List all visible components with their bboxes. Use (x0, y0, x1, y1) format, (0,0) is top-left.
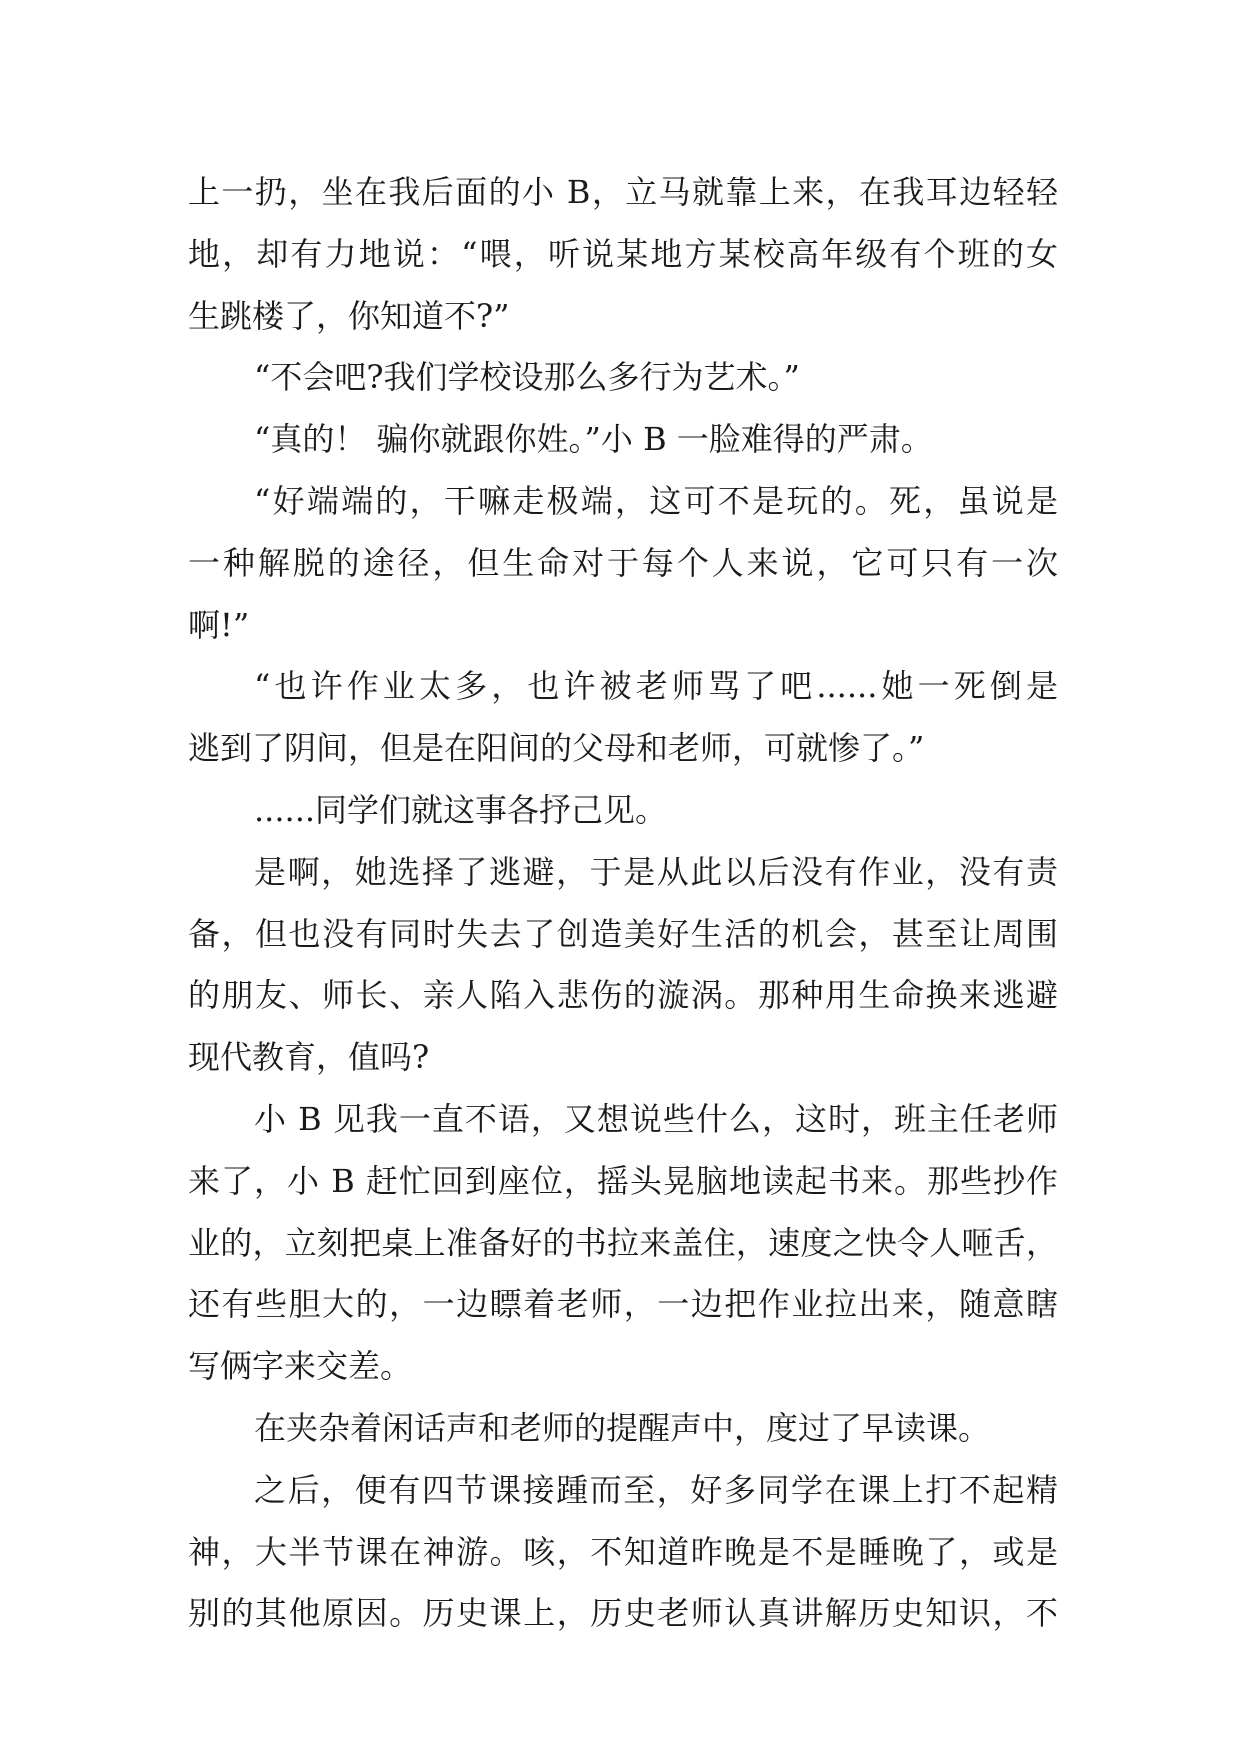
text-line: 的朋友、师长、亲人陷入悲伤的漩涡。那种用生命换来逃避 (188, 976, 1058, 1015)
text-line: 之后，便有四节课接踵而至，好多同学在课上打不起精 (254, 1470, 1058, 1509)
text-line: 小 B 见我一直不语，又想说些什么，这时，班主任老师 (254, 1099, 1058, 1138)
text-line: 业的，立刻把桌上准备好的书拉来盖住，速度之快令人咂舌， (188, 1223, 1058, 1262)
text-line: 写俩字来交差。 (188, 1347, 413, 1386)
text-line: 在夹杂着闲话声和老师的提醒声中，度过了早读课。 (254, 1408, 991, 1447)
text-line: 别的其他原因。历史课上，历史老师认真讲解历史知识，不 (188, 1594, 1058, 1633)
text-line: 现代教育，值吗? (188, 1038, 430, 1077)
text-line: “不会吧?我们学校设那么多行为艺术。” (254, 358, 800, 397)
text-line: “真的！ 骗你就跟你姓。”小 B 一脸难得的严肃。 (254, 420, 933, 459)
text-line: 上一扔，坐在我后面的小 B，立马就靠上来，在我耳边轻轻 (188, 173, 1058, 211)
text-line: 地，却有力地说：“喂，听说某地方某校高年级有个班的女 (188, 234, 1058, 273)
text-line: 生跳楼了，你知道不?” (188, 296, 510, 335)
text-line: 神，大半节课在神游。咳，不知道昨晚是不是睡晚了，或是 (188, 1532, 1058, 1571)
text-line: 一种解脱的途径，但生命对于每个人来说，它可只有一次 (188, 543, 1058, 582)
text-line: 备，但也没有同时失去了创造美好生活的机会，甚至让周围 (188, 914, 1058, 953)
text-line: “也许作业太多，也许被老师骂了吧......她一死倒是 (254, 667, 1058, 706)
body-text (188, 162, 1058, 1645)
text-line: 啊!” (188, 605, 250, 644)
text-line: 来了，小 B 赶忙回到座位，摇头晃脑地读起书来。那些抄作 (188, 1161, 1058, 1200)
text-line: 是啊，她选择了逃避，于是从此以后没有作业，没有责 (254, 852, 1058, 891)
text-line: ......同学们就这事各抒己见。 (254, 790, 668, 829)
text-line: “好端端的，干嘛走极端，这可不是玩的。死，虽说是 (254, 481, 1058, 520)
text-line: 逃到了阴间，但是在阳间的父母和老师，可就惨了。” (188, 729, 925, 768)
text-line: 还有些胆大的，一边瞟着老师，一边把作业拉出来，随意瞎 (188, 1285, 1058, 1324)
